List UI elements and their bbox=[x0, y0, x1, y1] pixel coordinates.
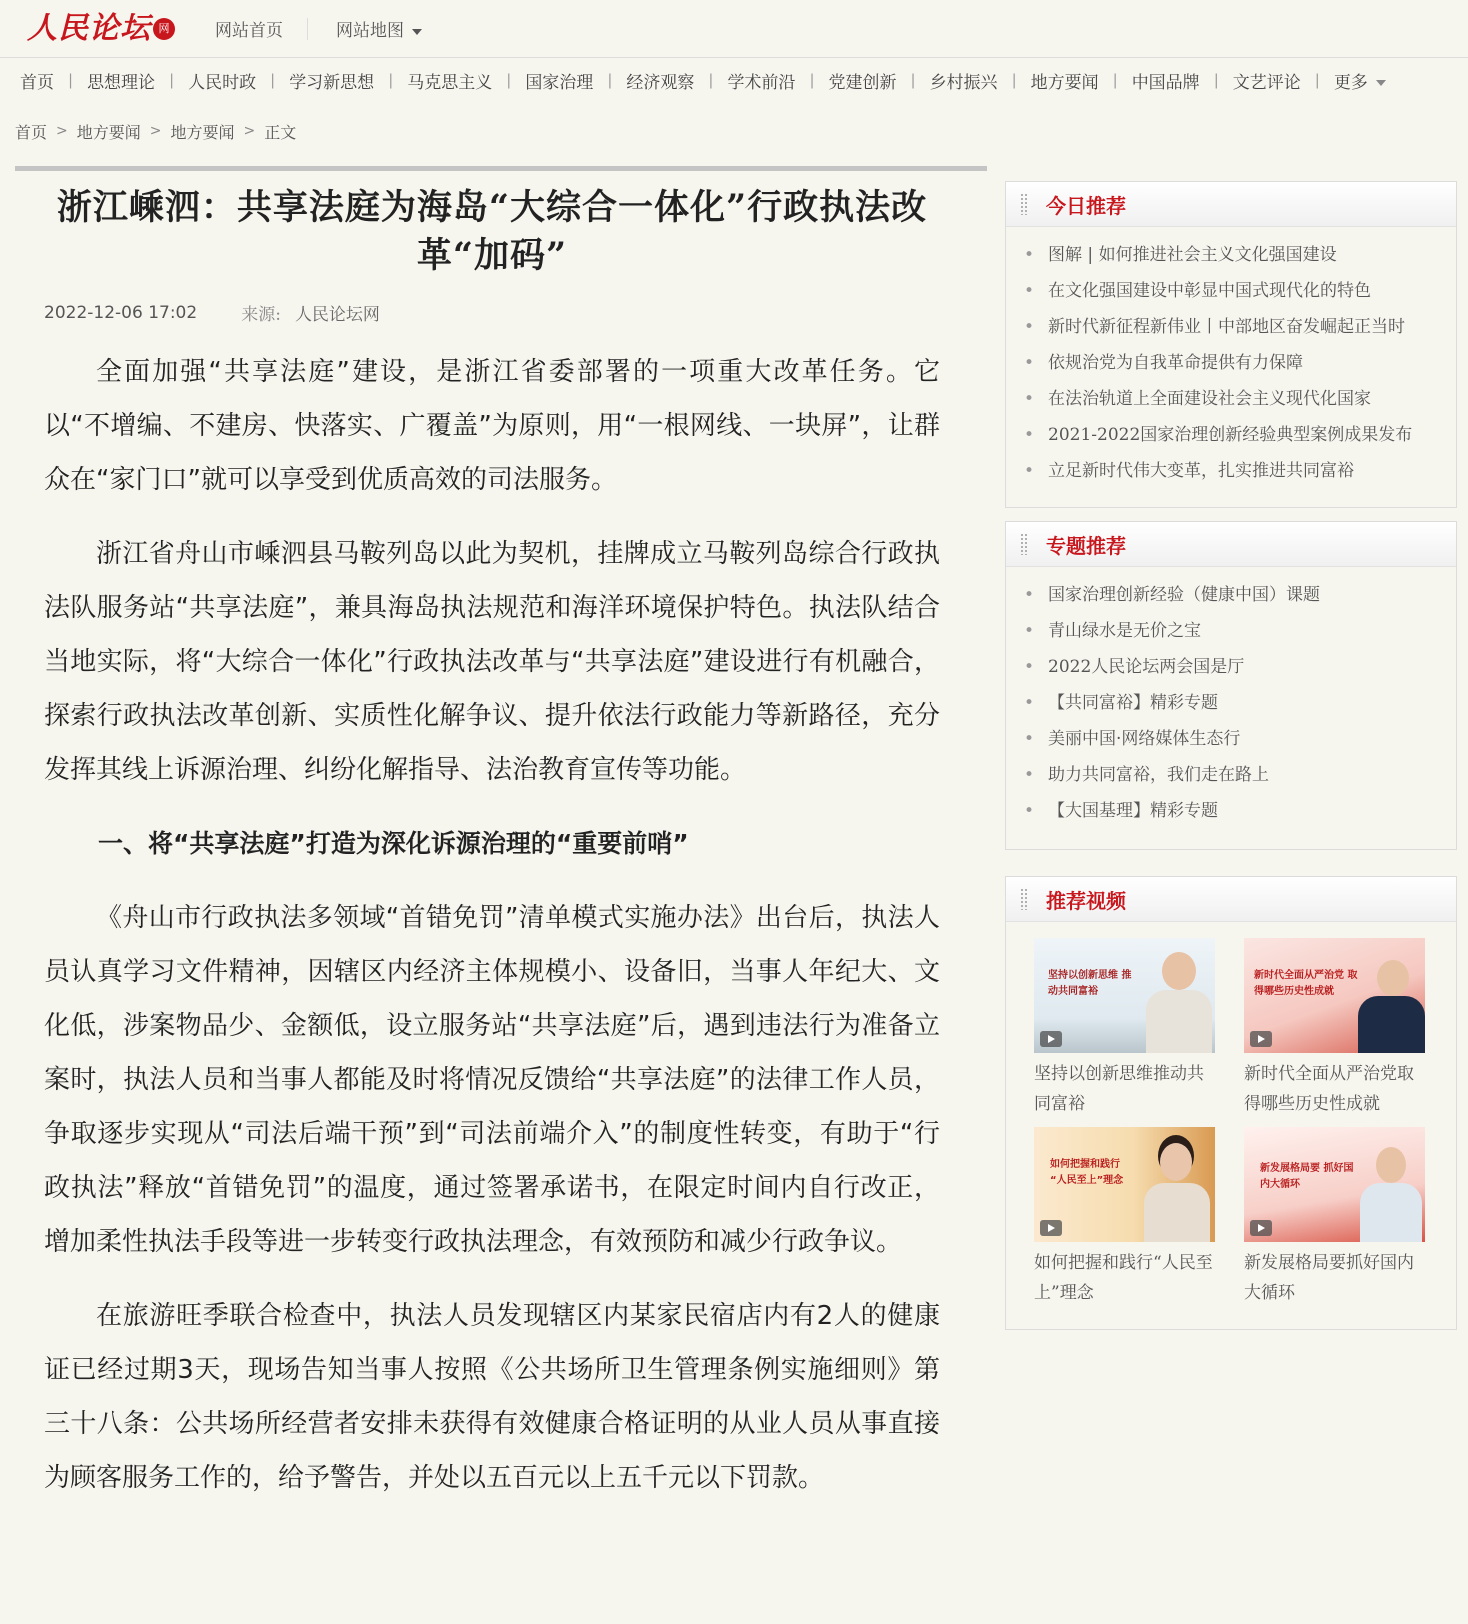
bullet-icon: • bbox=[1024, 765, 1035, 785]
video-caption[interactable]: 新发展格局要抓好国内大循环 bbox=[1244, 1253, 1414, 1303]
chevron-down-icon bbox=[1376, 80, 1386, 86]
breadcrumb-home[interactable]: 首页 bbox=[15, 122, 48, 142]
nav-separator: | bbox=[1011, 71, 1017, 89]
list-item[interactable] bbox=[1024, 273, 1456, 309]
chevron-right-icon: > bbox=[56, 123, 68, 139]
special-box bbox=[1005, 521, 1457, 850]
presenter-head bbox=[1160, 1143, 1192, 1181]
nav-item-economy[interactable]: 经济观察 bbox=[626, 72, 695, 93]
nav-separator: | bbox=[270, 71, 276, 89]
list-item-label: 【共同富裕】精彩专题 bbox=[1048, 693, 1219, 713]
today-list bbox=[1006, 227, 1456, 495]
list-item-label: 在法治轨道上全面建设社会主义现代化国家 bbox=[1048, 389, 1372, 409]
list-item-label: 立足新时代伟大变革，扎实推进共同富裕 bbox=[1048, 461, 1355, 481]
special-header bbox=[1006, 522, 1456, 567]
list-item[interactable] bbox=[1024, 757, 1456, 793]
chevron-right-icon: > bbox=[243, 123, 256, 139]
sitemap-label: 网站地图 bbox=[336, 21, 404, 41]
grip-icon bbox=[1020, 888, 1028, 910]
nav-item-more[interactable] bbox=[1334, 68, 1386, 93]
list-item[interactable] bbox=[1024, 649, 1456, 685]
thumb-text: 如何把握和践行 “人民至上”理念 bbox=[1050, 1159, 1124, 1186]
presenter-body bbox=[1358, 996, 1425, 1053]
article bbox=[44, 184, 940, 1505]
list-item[interactable] bbox=[1024, 613, 1456, 649]
list-item-label: 2022人民论坛两会国是厅 bbox=[1048, 657, 1245, 677]
presenter-body bbox=[1360, 1183, 1422, 1242]
nav-item-rural[interactable]: 乡村振兴 bbox=[929, 72, 998, 93]
presenter-body bbox=[1146, 990, 1212, 1053]
article-paragraph: 在旅游旺季联合检查中，执法人员发现辖区内某家民宿店内有2人的健康证已经过期3天，现场告知当事人按照《公共场所卫生管理条例实施细则》第三十八条：公共场所经营者安排未获得有效健康合格证明的从业人员从事直接为顾客服务工作的，给予警告，并处以五百元以上五千元以下罚款。 bbox=[44, 1301, 940, 1493]
nav-item-home[interactable]: 首页 bbox=[20, 72, 54, 93]
top-divider bbox=[307, 18, 308, 40]
video-header bbox=[1006, 877, 1456, 922]
nav-separator: | bbox=[388, 71, 394, 89]
nav-separator: | bbox=[708, 71, 714, 89]
bullet-icon: • bbox=[1024, 657, 1035, 677]
article-paragraph: 浙江省舟山市嵊泗县马鞍列岛以此为契机，挂牌成立马鞍列岛综合行政执法队服务站“共享法庭”，兼具海岛执法规范和海洋环境保护特色。执法队结合当地实际，将“大综合一体化”行政执法改革与“共享法庭”建设进行有机融合，探索行政执法改革创新、实质性化解争议、提升依法行政能力等新路径，充分发挥其线上诉源治理、纠纷化解指导、法治教育宣传等功能。 bbox=[44, 539, 940, 785]
list-item[interactable] bbox=[1024, 793, 1456, 829]
play-icon bbox=[1040, 1031, 1062, 1047]
nav-item-local[interactable]: 地方要闻 bbox=[1030, 72, 1099, 93]
video-card[interactable] bbox=[1034, 938, 1215, 1119]
video-card[interactable] bbox=[1034, 1127, 1215, 1308]
bullet-icon: • bbox=[1024, 353, 1035, 373]
bullet-icon: • bbox=[1024, 585, 1035, 605]
video-panel bbox=[1005, 876, 1457, 1330]
article-paragraph: 全面加强“共享法庭”建设，是浙江省委部署的一项重大改革任务。它以“不增编、不建房、快落实、广覆盖”为原则，用“一根网线、一块屏”，让群众在“家门口”就可以享受到优质高效的司法服务。 bbox=[44, 357, 940, 495]
breadcrumb-local[interactable]: 地方要闻 bbox=[76, 122, 141, 142]
nav-item-marxism[interactable]: 马克思主义 bbox=[407, 72, 493, 93]
grip-icon bbox=[1020, 193, 1028, 215]
video-card[interactable] bbox=[1244, 1127, 1425, 1308]
video-box bbox=[1005, 876, 1457, 1330]
logo-text: 人民论坛 bbox=[27, 10, 151, 46]
nav-item-academic[interactable]: 学术前沿 bbox=[727, 72, 796, 93]
nav-separator: | bbox=[1314, 71, 1320, 89]
chevron-right-icon: > bbox=[149, 123, 162, 139]
list-item[interactable] bbox=[1024, 453, 1456, 489]
video-thumbnail[interactable] bbox=[1244, 1127, 1425, 1242]
thumb-text: 坚持以创新思维 推动共同富裕 bbox=[1048, 970, 1132, 997]
breadcrumb-local-2[interactable]: 地方要闻 bbox=[170, 122, 235, 142]
list-item[interactable] bbox=[1024, 381, 1456, 417]
video-thumbnail[interactable] bbox=[1034, 938, 1215, 1053]
nav-separator: | bbox=[506, 71, 512, 89]
list-item[interactable] bbox=[1024, 237, 1456, 273]
nav-item-governance[interactable]: 国家治理 bbox=[525, 72, 594, 93]
source-name: 人民论坛网 bbox=[294, 305, 380, 325]
presenter-body bbox=[1144, 1183, 1210, 1242]
section-heading: 一、将“共享法庭”打造为深化诉源治理的“重要前哨” bbox=[98, 829, 689, 858]
nav-more-label: 更多 bbox=[1333, 72, 1368, 93]
presenter-head bbox=[1376, 1147, 1406, 1183]
sitemap-link[interactable] bbox=[336, 16, 422, 41]
main-nav bbox=[0, 58, 1468, 102]
video-card[interactable] bbox=[1244, 938, 1425, 1119]
video-thumbnail[interactable] bbox=[1034, 1127, 1215, 1242]
today-box bbox=[1005, 181, 1457, 508]
nav-separator: | bbox=[68, 71, 74, 89]
nav-separator: | bbox=[1112, 71, 1118, 89]
list-item[interactable] bbox=[1024, 577, 1456, 613]
bullet-icon: • bbox=[1024, 425, 1035, 445]
list-item[interactable] bbox=[1024, 417, 1456, 453]
article-title: 浙江嵊泗：共享法庭为海岛“大综合一体化”行政执法改革“加码” bbox=[56, 187, 928, 276]
today-recommend-panel bbox=[1005, 181, 1457, 508]
thumb-text: 新发展格局要 抓好国内大循环 bbox=[1260, 1163, 1354, 1190]
list-item-label: 【大国基理】精彩专题 bbox=[1048, 801, 1219, 821]
home-link[interactable]: 网站首页 bbox=[215, 21, 283, 41]
list-item[interactable] bbox=[1024, 345, 1456, 381]
breadcrumb-current: 正文 bbox=[264, 122, 297, 142]
breadcrumb bbox=[0, 116, 1468, 146]
today-header bbox=[1006, 182, 1456, 227]
nav-item-politics[interactable]: 人民时政 bbox=[188, 72, 257, 93]
list-item-label: 依规治党为自我革命提供有力保障 bbox=[1048, 353, 1304, 373]
bullet-icon: • bbox=[1024, 245, 1035, 265]
nav-separator: | bbox=[607, 71, 613, 89]
site-logo[interactable] bbox=[27, 9, 187, 49]
list-item-label: 2021-2022国家治理创新经验典型案例成果发布 bbox=[1048, 425, 1413, 445]
play-icon bbox=[1040, 1220, 1062, 1236]
content-divider bbox=[15, 166, 987, 171]
nav-item-party[interactable]: 党建创新 bbox=[828, 72, 897, 93]
list-item-label: 在文化强国建设中彰显中国式现代化的特色 bbox=[1048, 281, 1372, 301]
logo-badge: 网 bbox=[153, 18, 175, 40]
nav-separator: | bbox=[910, 71, 916, 89]
list-item-label: 新时代新征程新伟业丨中部地区奋发崛起正当时 bbox=[1048, 317, 1406, 337]
list-item[interactable] bbox=[1024, 309, 1456, 345]
nav-item-new-thought[interactable]: 学习新思想 bbox=[289, 72, 375, 93]
video-grid bbox=[1006, 922, 1456, 1320]
list-item-label: 美丽中国·网络媒体生态行 bbox=[1048, 729, 1241, 749]
bullet-icon: • bbox=[1024, 621, 1035, 641]
bullet-icon: • bbox=[1024, 317, 1035, 337]
bullet-icon: • bbox=[1024, 281, 1035, 301]
list-item-label: 青山绿水是无价之宝 bbox=[1048, 621, 1202, 641]
bullet-icon: • bbox=[1024, 729, 1035, 749]
publish-date: 2022-12-06 17:02 bbox=[44, 302, 198, 323]
nav-item-arts[interactable]: 文艺评论 bbox=[1232, 72, 1301, 93]
bullet-icon: • bbox=[1024, 801, 1035, 821]
video-caption[interactable]: 新时代全面从严治党取得哪些历史性成就 bbox=[1244, 1064, 1414, 1114]
video-thumbnail[interactable] bbox=[1244, 938, 1425, 1053]
chevron-down-icon bbox=[412, 29, 422, 35]
nav-item-brand[interactable]: 中国品牌 bbox=[1131, 72, 1200, 93]
list-item[interactable] bbox=[1024, 685, 1456, 721]
nav-separator: | bbox=[809, 71, 815, 89]
nav-item-theory[interactable]: 思想理论 bbox=[87, 72, 156, 93]
list-item-label: 助力共同富裕，我们走在路上 bbox=[1048, 765, 1270, 785]
video-title: 推荐视频 bbox=[1046, 888, 1126, 913]
presenter-head bbox=[1162, 952, 1196, 990]
presenter-head bbox=[1377, 960, 1409, 996]
top-bar bbox=[0, 0, 1468, 58]
play-icon bbox=[1250, 1031, 1272, 1047]
list-item-label: 图解 | 如何推进社会主义文化强国建设 bbox=[1048, 245, 1337, 265]
bullet-icon: • bbox=[1024, 693, 1035, 713]
video-caption[interactable]: 如何把握和践行“人民至上”理念 bbox=[1034, 1253, 1213, 1303]
thumb-text: 新时代全面从严治党 取得哪些历史性成就 bbox=[1254, 970, 1358, 997]
source-label: 来源: bbox=[241, 305, 281, 325]
article-paragraph: 《舟山市行政执法多领域“首错免罚”清单模式实施办法》出台后，执法人员认真学习文件精神，因辖区内经济主体规模小、设备旧，当事人年纪大、文化低，涉案物品少、金额低，设立服务站“共享法庭”后，遇到违法行为准备立案时，执法人员和当事人都能及时将情况反馈给“共享法庭”的法律工作人员，争取逐步实现从“司法后端干预”到“司法前端介入”的制度性转变，有助于“行政执法”释放“首错免罚”的温度，通过签署承诺书，在限定时间内自行改正，增加柔性执法手段等进一步转变行政执法理念，有效预防和减少行政争议。 bbox=[44, 903, 940, 1257]
today-title: 今日推荐 bbox=[1046, 193, 1126, 218]
play-icon bbox=[1250, 1220, 1272, 1236]
grip-icon bbox=[1020, 533, 1028, 555]
special-title: 专题推荐 bbox=[1046, 533, 1126, 558]
special-recommend-panel bbox=[1005, 521, 1457, 850]
article-meta bbox=[44, 300, 940, 325]
bullet-icon: • bbox=[1024, 461, 1035, 481]
video-caption[interactable]: 坚持以创新思维推动共同富裕 bbox=[1034, 1064, 1204, 1114]
nav-separator: | bbox=[1213, 71, 1219, 89]
list-item[interactable] bbox=[1024, 721, 1456, 757]
bullet-icon: • bbox=[1024, 389, 1035, 409]
special-list bbox=[1006, 567, 1456, 835]
list-item-label: 国家治理创新经验（健康中国）课题 bbox=[1048, 585, 1321, 605]
nav-separator: | bbox=[169, 71, 175, 89]
